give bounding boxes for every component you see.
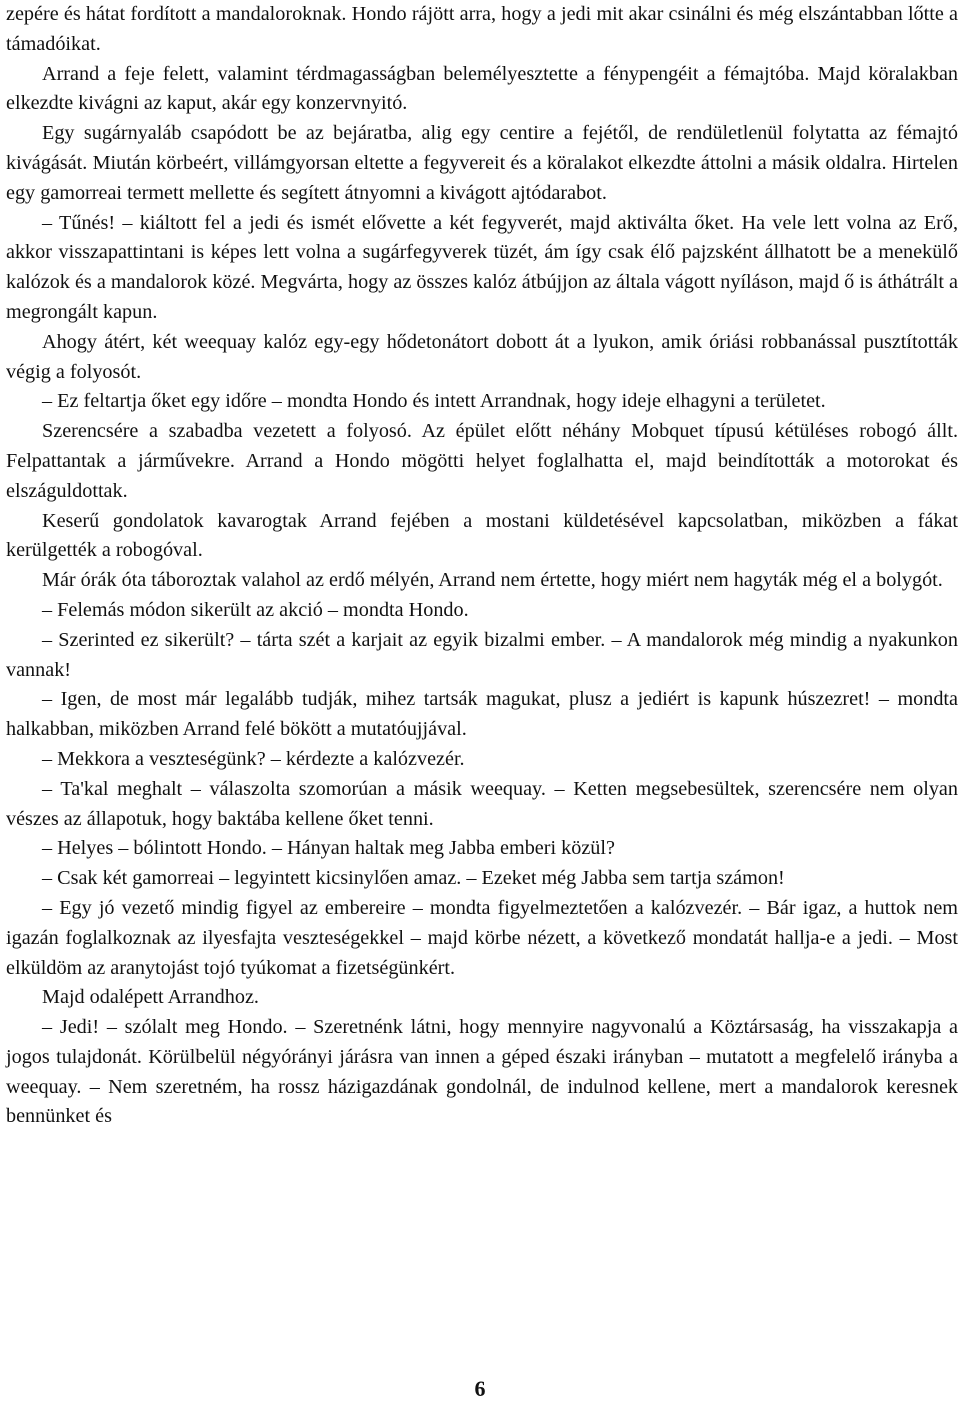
paragraph: – Helyes – bólintott Hondo. – Hányan haltak meg Jabba emberi közül? [42, 837, 615, 860]
paragraph: Szerencsére a szabadba vezetett a folyosó. Az épület előtt néhány Mobquet típusú kétüléses robogó állt. Felpattantak a járművekre. Arrand a Hondo mögötti helyet foglalhatta el, majd beindították a motorokat és elszáguldottak. [6, 420, 958, 502]
paragraph: Egy sugárnyaláb csapódott be az bejáratba, alig egy centire a fejétől, de rendületlenül folytatta az fémajtó kivágását. Miután körbeért, villámgyorsan eltette a fegyvereit és a köralakot elkezdte áttolni a másik oldalra. Hirtelen egy gamorreai termett mellette és segített átnyomni a kivágott ajtódarabot. [6, 122, 958, 204]
paragraph: – Igen, de most már legalább tudják, mihez tartsák magukat, plusz a jediért is kapunk húszezret! – mondta halkabban, miközben Arrand felé bökött a mutatóujjával. [6, 688, 958, 741]
paragraph: Arrand a feje felett, valamint térdmagasságban belemélyesztette a fénypengéit a fémajtóba. Majd köralakban elkezdte kivágni az kaput, akár egy konzervnyitó. [6, 62, 958, 115]
page-number: 6 [474, 1376, 486, 1401]
paragraph: – Egy jó vezető mindig figyel az embereire – mondta figyelmeztetően a kalózvezér. – Bár igaz, a huttok nem igazán foglalkoznak az ilyesfajta veszteségekkel – majd körbe nézett, a következő mondatát hallja-e a jedi. – Most elküldöm az aranytojást tojó tyúkomat a fizetségünkért. [6, 896, 958, 979]
paragraph: Majd odalépett Arrandhoz. [42, 986, 259, 1009]
document-page [6, 0, 958, 1132]
paragraph: – Ez feltartja őket egy időre – mondta Hondo és intett Arrandnak, hogy ideje elhagyni a területet. [42, 390, 826, 413]
paragraph: – Tűnés! – kiáltott fel a jedi és ismét elővette a két fegyverét, majd aktiválta őket. Ha vele lett volna az Erő, akkor visszapattintani is képes lett volna a sugárfegyverek tüzét, ám így csak élő pajzsként állhatott be a menekülő kalózok és a mandalorok közé. Megvárta, hogy az összes kalóz átbújjon az általa vágott nyíláson, majd ő is áthátrált a megrongált kapun. [6, 211, 958, 323]
paragraph: – Felemás módon sikerült az akció – mondta Hondo. [42, 598, 469, 621]
paragraph: – Jedi! – szólalt meg Hondo. – Szeretnénk látni, hogy mennyire nagyvonalú a Köztársaság, ha visszakapja a jogos tulajdonát. Körülbelül négyórányi járásra van innen a géped északi irányban – mutatott a megfelelő irányba a weequay. – Nem szeretném, ha rossz házigazdának gondolnál, de indulnod kellene, mert a mandalorok keresnek bennünket és [6, 1016, 958, 1128]
paragraph: – Csak két gamorreai – legyintett kicsinylően amaz. – Ezeket még Jabba sem tartja számon! [42, 867, 785, 890]
paragraph: Ahogy átért, két weequay kalóz egy-egy hődetonátort dobott át a lyukon, amik óriási robbanással pusztították végig a folyosót. [6, 330, 958, 383]
paragraph: Keserű gondolatok kavarogtak Arrand fejében a mostani küldetésével kapcsolatban, miközben a fákat kerülgették a robogóval. [6, 509, 958, 562]
paragraph: Már órák óta táboroztak valahol az erdő mélyén, Arrand nem értette, hogy miért nem hagyták még el a bolygót. [42, 569, 943, 592]
paragraph: – Mekkora a veszteségünk? – kérdezte a kalózvezér. [42, 747, 465, 770]
paragraph-continuation: zepére és hátat fordított a mandaloroknak. Hondo rájött arra, hogy a jedi mit akar csinálni és még elszántabban lőtte a támadóikat. [6, 3, 958, 55]
paragraph: – Szerinted ez sikerült? – tárta szét a karjait az egyik bizalmi ember. – A mandalorok még mindig a nyakunkon vannak! [6, 628, 958, 681]
paragraph: – Ta'kal meghalt – válaszolta szomorúan a másik weequay. – Ketten megsebesültek, szerencsére nem olyan vészes az állapotuk, hogy baktába kellene őket tenni. [6, 777, 958, 830]
